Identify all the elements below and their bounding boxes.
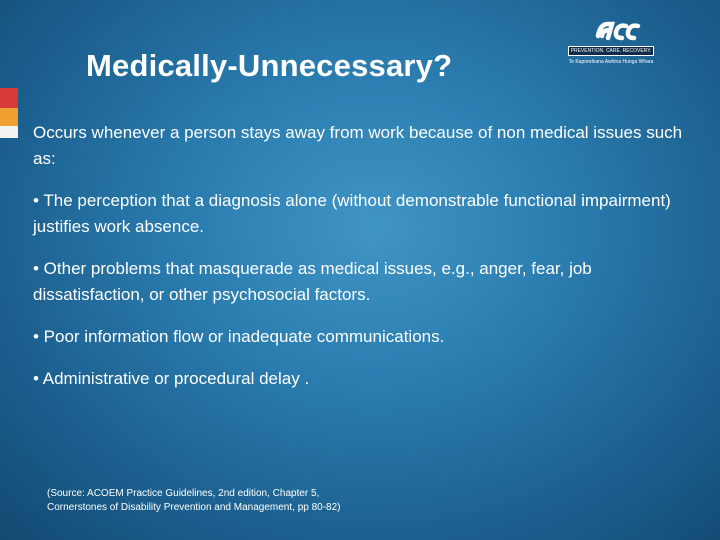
intro-text: Occurs whenever a person stays away from work because of non medical issues such as: [33, 123, 683, 168]
acc-logo-mark [568, 12, 654, 46]
accent-bar-red [0, 88, 18, 108]
slide-body [33, 120, 693, 408]
bullet-item: • Poor information flow or inadequate communications. [33, 327, 445, 346]
source-citation [47, 487, 667, 515]
source-line-2: Cornerstones of Disability Prevention and Management, pp 80-82) [47, 502, 341, 513]
logo-tagline: Te Kaporeihana Awhina Hunga Whara [568, 59, 654, 65]
slide-title: Medically-Unnecessary? [86, 48, 453, 83]
logo-label: PREVENTION. CARE. RECOVERY. [568, 46, 654, 56]
acc-logo [568, 12, 654, 70]
accent-bar-orange [0, 108, 18, 126]
accent-bar-white [0, 126, 18, 138]
source-line-1: (Source: ACOEM Practice Guidelines, 2nd edition, Chapter 5, [47, 488, 320, 499]
bullet-item: • The perception that a diagnosis alone (without demonstrable functional impairment) justifies work absence. [33, 191, 671, 236]
bullet-item: • Other problems that masquerade as medical issues, e.g., anger, fear, job dissatisfaction, or other psychosocial factors. [33, 259, 592, 304]
bullet-item: • Administrative or procedural delay . [33, 369, 310, 388]
